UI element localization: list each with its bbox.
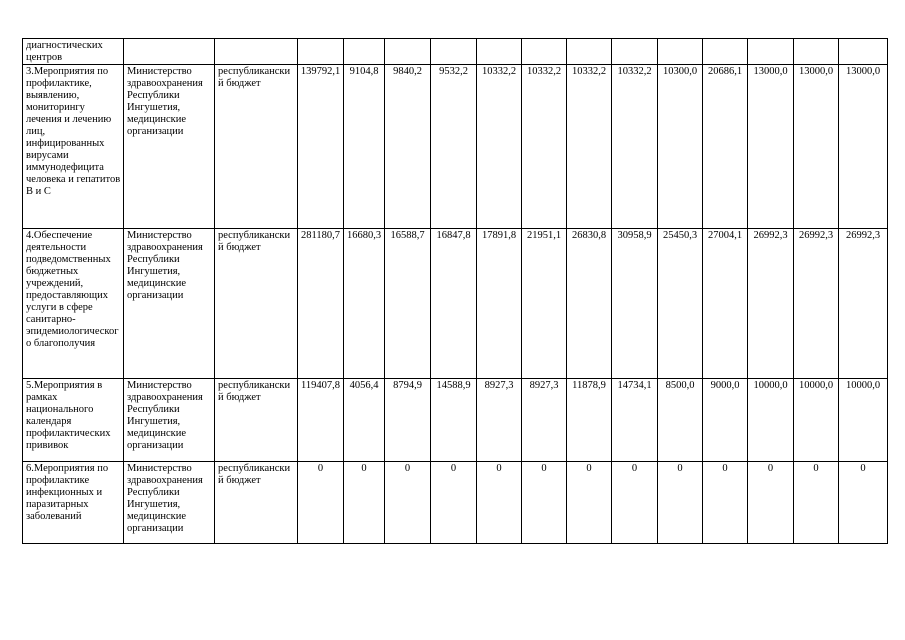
amount-cell: [344, 65, 385, 229]
executor-cell: [124, 65, 215, 229]
amount-cell: [298, 65, 344, 229]
amount-cell: [431, 379, 477, 462]
amount-cell: [748, 39, 794, 65]
amount-cell-text: 0: [767, 463, 774, 474]
table-row: [23, 39, 888, 65]
amount-cell-text: 9840,2: [393, 66, 422, 77]
amount-cell: [477, 379, 522, 462]
amount-cell-text: 0: [404, 463, 411, 474]
amount-cell: [612, 65, 658, 229]
amount-cell: [839, 39, 888, 65]
amount-cell-text: 10332,2: [481, 66, 517, 77]
amount-cell-text: 16680,3: [346, 230, 382, 241]
amount-cell-text: 8927,3: [529, 380, 559, 391]
amount-cell: [522, 229, 567, 379]
amount-cell-text: 14588,9: [436, 380, 471, 391]
amount-cell: [477, 229, 522, 379]
amount-cell: [567, 462, 612, 544]
amount-cell-text: 26830,8: [571, 230, 607, 241]
amount-cell: [794, 379, 839, 462]
amount-cell: [385, 462, 431, 544]
funding-source-cell: [215, 65, 298, 229]
amount-cell-text: 16588,7: [390, 230, 425, 241]
amount-cell-text: 10332,2: [526, 66, 562, 77]
amount-cell: [748, 462, 794, 544]
amount-cell: [298, 229, 344, 379]
amount-cell: [839, 65, 888, 229]
amount-cell-text: 13000,0: [845, 66, 881, 77]
table-row: [23, 65, 888, 229]
amount-cell-text: 10300,0: [662, 66, 698, 77]
funding-source-cell-text: республиканский бюджет: [218, 66, 291, 89]
amount-cell: [794, 65, 839, 229]
amount-cell-text: 16847,8: [436, 230, 471, 241]
amount-cell: [344, 39, 385, 65]
amount-cell-text: 0: [361, 463, 367, 474]
amount-cell: [703, 39, 748, 65]
measure-name-cell-text: 4.Обеспечение деятельности подведомственных бюджетных учреждений, предоставляющих услуги в сфере санитарно-эпидемиологического благополучия: [26, 230, 119, 349]
measure-name-cell: [23, 462, 124, 544]
amount-cell: [794, 39, 839, 65]
amount-cell-text: 26992,3: [753, 230, 788, 241]
amount-cell: [658, 379, 703, 462]
amount-cell-text: 8927,3: [484, 380, 514, 391]
amount-cell: [839, 462, 888, 544]
amount-cell: [748, 379, 794, 462]
amount-cell-text: 0: [813, 463, 819, 474]
executor-cell: [124, 379, 215, 462]
executor-cell: [124, 39, 215, 65]
table-row: [23, 379, 888, 462]
amount-cell: [658, 65, 703, 229]
amount-cell-text: 27004,1: [707, 230, 743, 241]
amount-cell: [839, 379, 888, 462]
amount-cell: [385, 39, 431, 65]
amount-cell-text: 9000,0: [710, 380, 740, 391]
measure-name-cell: [23, 229, 124, 379]
amount-cell: [658, 39, 703, 65]
amount-cell-text: 20686,1: [707, 66, 743, 77]
amount-cell: [522, 379, 567, 462]
amount-cell: [431, 462, 477, 544]
amount-cell-text: 8794,9: [393, 380, 422, 391]
amount-cell-text: 11878,9: [572, 380, 606, 391]
amount-cell-text: 17891,8: [481, 230, 517, 241]
amount-cell-text: 9104,8: [349, 66, 379, 77]
amount-cell-text: 13000,0: [753, 66, 788, 77]
executor-cell: [124, 462, 215, 544]
executor-cell: [124, 229, 215, 379]
amount-cell-text: 0: [450, 463, 457, 474]
amount-cell-text: 10000,0: [798, 380, 834, 391]
amount-cell-text: 14734,1: [617, 380, 652, 391]
amount-cell-text: 0: [496, 463, 502, 474]
amount-cell-text: 26992,3: [845, 230, 881, 241]
amount-cell: [385, 65, 431, 229]
amount-cell: [703, 462, 748, 544]
table-row: [23, 229, 888, 379]
amount-cell-text: 0: [586, 463, 592, 474]
funding-source-cell: [215, 462, 298, 544]
amount-cell-text: 0: [722, 463, 728, 474]
amount-cell-text: 0: [541, 463, 547, 474]
amount-cell: [431, 39, 477, 65]
amount-cell: [839, 229, 888, 379]
executor-cell-text: Министерство здравоохранения Республики Ингушетия, медицинские организации: [127, 230, 203, 301]
amount-cell-text: 8500,0: [665, 380, 695, 391]
funding-source-cell-text: республиканский бюджет: [218, 230, 291, 253]
amount-cell: [522, 65, 567, 229]
amount-cell: [794, 229, 839, 379]
amount-cell: [298, 379, 344, 462]
measure-name-cell-text: 5.Мероприятия в рамках национального календаря профилактических прививок: [26, 380, 111, 451]
amount-cell: [477, 65, 522, 229]
funding-source-cell: [215, 229, 298, 379]
amount-cell: [794, 462, 839, 544]
amount-cell: [703, 65, 748, 229]
amount-cell-text: 0: [677, 463, 683, 474]
executor-cell-text: Министерство здравоохранения Республики Ингушетия, медицинские организации: [127, 66, 203, 137]
amount-cell: [298, 462, 344, 544]
amount-cell: [567, 229, 612, 379]
table-body: [23, 39, 888, 544]
amount-cell: [385, 379, 431, 462]
amount-cell-text: 0: [317, 463, 324, 474]
amount-cell-text: 13000,0: [798, 66, 834, 77]
measure-name-cell-text: 3.Мероприятия по профилактике, выявлению, мониторингу лечения и лечению лиц, инфицированных вирусами иммунодефицита человека и гепатитов В и С: [26, 66, 121, 197]
amount-cell: [298, 39, 344, 65]
funding-source-cell-text: республиканский бюджет: [218, 463, 291, 486]
amount-cell-text: 139792,1: [300, 66, 341, 77]
measure-name-cell: [23, 379, 124, 462]
amount-cell: [703, 379, 748, 462]
measure-name-cell-text: диагностических центров: [26, 40, 103, 63]
amount-cell-text: 4056,4: [349, 380, 379, 391]
amount-cell-text: 0: [631, 463, 638, 474]
measure-name-cell: [23, 39, 124, 65]
amount-cell: [612, 39, 658, 65]
amount-cell: [567, 379, 612, 462]
amount-cell-text: 30958,9: [617, 230, 652, 241]
amount-cell-text: 25450,3: [662, 230, 698, 241]
amount-cell: [477, 39, 522, 65]
amount-cell: [567, 65, 612, 229]
amount-cell: [703, 229, 748, 379]
amount-cell: [658, 229, 703, 379]
amount-cell: [431, 65, 477, 229]
amount-cell: [612, 379, 658, 462]
funding-source-cell: [215, 379, 298, 462]
amount-cell-text: 281180,7: [301, 230, 340, 241]
amount-cell: [612, 229, 658, 379]
measure-name-cell-text: 6.Мероприятия по профилактике инфекционных и паразитарных заболеваний: [26, 463, 109, 522]
amount-cell-text: 9532,2: [439, 66, 468, 77]
amount-cell: [522, 39, 567, 65]
amount-cell: [344, 229, 385, 379]
amount-cell: [567, 39, 612, 65]
amount-cell-text: 10332,2: [571, 66, 607, 77]
measure-name-cell: [23, 65, 124, 229]
executor-cell-text: Министерство здравоохранения Республики Ингушетия, медицинские организации: [127, 380, 203, 451]
amount-cell-text: 10000,0: [753, 380, 788, 391]
amount-cell-text: 0: [860, 463, 866, 474]
amount-cell: [385, 229, 431, 379]
amount-cell: [522, 462, 567, 544]
amount-cell-text: 21951,1: [526, 230, 562, 241]
amount-cell: [612, 462, 658, 544]
amount-cell: [344, 462, 385, 544]
budget-table: [22, 38, 888, 544]
amount-cell-text: 10332,2: [617, 66, 652, 77]
amount-cell: [344, 379, 385, 462]
funding-source-cell-text: республиканский бюджет: [218, 380, 291, 403]
funding-source-cell: [215, 39, 298, 65]
amount-cell: [431, 229, 477, 379]
amount-cell: [748, 229, 794, 379]
amount-cell-text: 10000,0: [845, 380, 881, 391]
table-row: [23, 462, 888, 544]
amount-cell: [477, 462, 522, 544]
amount-cell-text: 119407,8: [301, 380, 340, 391]
amount-cell: [748, 65, 794, 229]
executor-cell-text: Министерство здравоохранения Республики Ингушетия, медицинские организации: [127, 463, 203, 534]
amount-cell-text: 26992,3: [798, 230, 834, 241]
amount-cell: [658, 462, 703, 544]
